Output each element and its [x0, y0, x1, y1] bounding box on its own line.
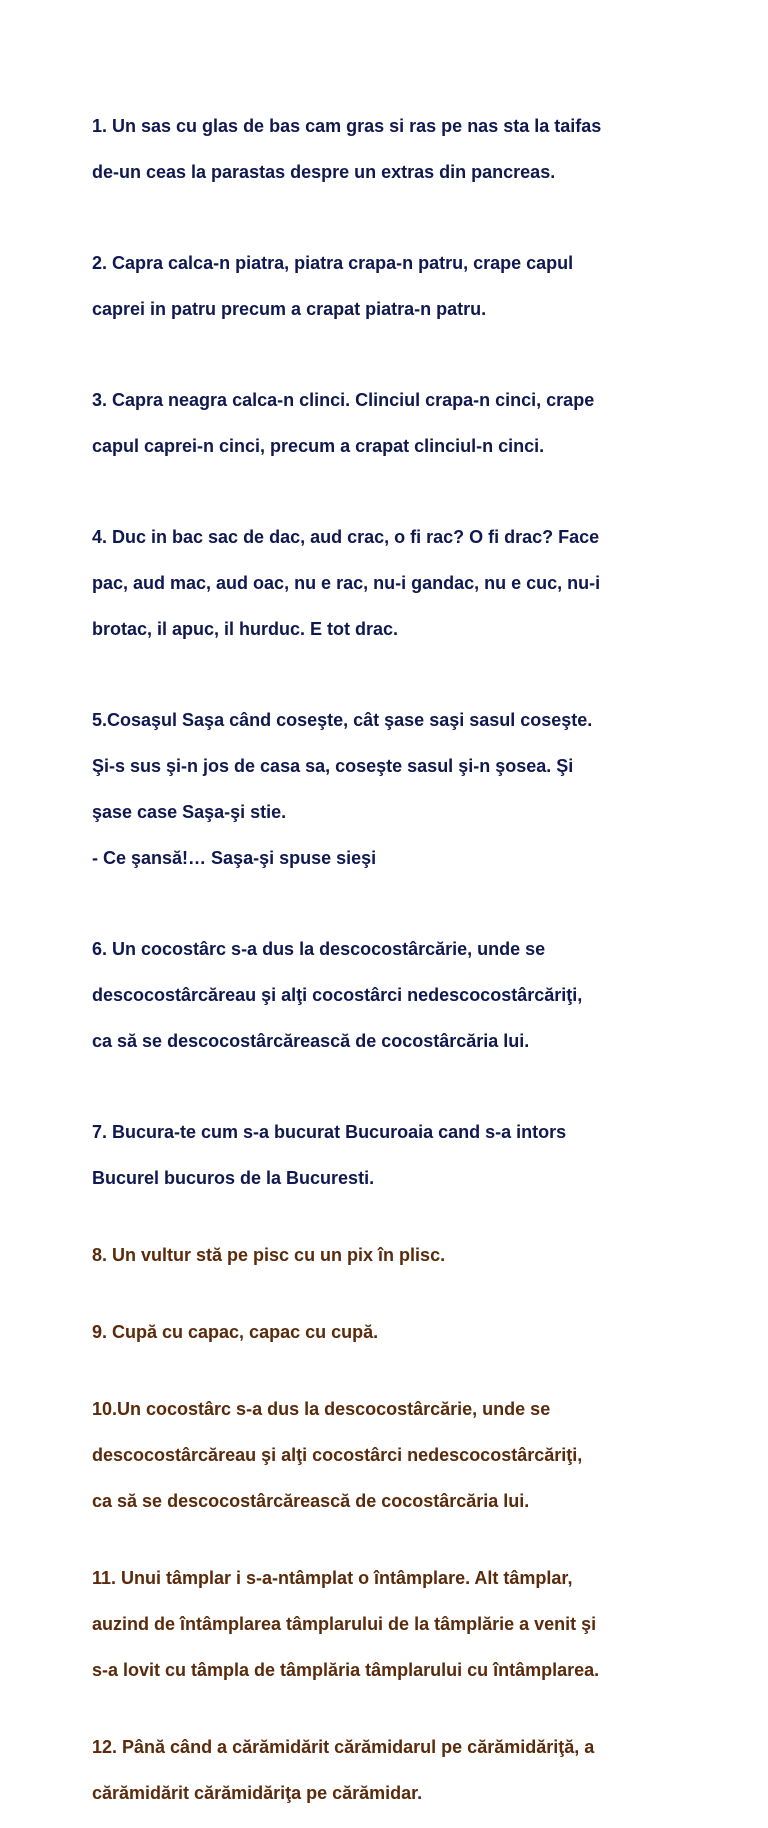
text-line: cărămidărit cărămidăriţa pe cărămidar.: [92, 1783, 423, 1803]
text-line: auzind de întâmplarea tâmplarului de la tâmplărie a venit şi: [92, 1614, 597, 1634]
tongue-twister-11: [92, 1544, 692, 1705]
tongue-twister-4: [92, 503, 692, 664]
text-line: pac, aud mac, aud oac, nu e rac, nu-i gandac, nu e cuc, nu-i: [92, 573, 601, 593]
text-line: Bucurel bucuros de la Bucuresti.: [92, 1168, 375, 1188]
tongue-twister-1: [92, 92, 692, 207]
text-line: 2. Capra calca-n piatra, piatra crapa-n patru, crape capul: [92, 253, 574, 273]
text-line: capul caprei-n cinci, precum a crapat clinciul-n cinci.: [92, 436, 545, 456]
text-line: 7. Bucura-te cum s-a bucurat Bucuroaia cand s-a intors: [92, 1122, 567, 1142]
document-page: [92, 92, 692, 1828]
text-line: 4. Duc in bac sac de dac, aud crac, o fi rac? O fi drac? Face: [92, 527, 600, 547]
text-line: s-a lovit cu tâmpla de tâmplăria tâmplarului cu întâmplarea.: [92, 1660, 600, 1680]
text-line: 6. Un cocostârc s-a dus la descocostârcărie, unde se: [92, 939, 546, 959]
tongue-twister-7: [92, 1098, 692, 1213]
text-line: ca să se descocostârcărească de cocostârcăria lui.: [92, 1491, 530, 1511]
text-line: descocostârcăreau şi alţi cocostârci nedescocostârcăriţi,: [92, 985, 583, 1005]
text-line: 10.Un cocostârc s-a dus la descocostârcărie, unde se: [92, 1399, 551, 1419]
text-line: 5.Cosaşul Saşa când coseşte, cât şase saşi sasul coseşte.: [92, 710, 593, 730]
text-line: ca să se descocostârcărească de cocostârcăria lui.: [92, 1031, 530, 1051]
tongue-twister-5: [92, 686, 692, 893]
text-line: 12. Până când a cărămidărit cărămidarul pe cărămidăriţă, a: [92, 1737, 595, 1757]
tongue-twister-12: [92, 1713, 692, 1828]
text-line: brotac, il apuc, il hurduc. E tot drac.: [92, 619, 399, 639]
tongue-twister-9: [92, 1298, 692, 1367]
text-line: caprei in patru precum a crapat piatra-n patru.: [92, 299, 487, 319]
tongue-twister-3: [92, 366, 692, 481]
text-line: Şi-s sus şi-n jos de casa sa, coseşte sasul şi-n şosea. Şi: [92, 756, 574, 776]
text-line: - Ce şansă!… Saşa-şi spuse sieşi: [92, 848, 377, 868]
text-line: 1. Un sas cu glas de bas cam gras si ras pe nas sta la taifas: [92, 116, 602, 136]
text-line: de-un ceas la parastas despre un extras din pancreas.: [92, 162, 556, 182]
text-line: 11. Unui tâmplar i s-a-ntâmplat o întâmplare. Alt tâmplar,: [92, 1568, 573, 1588]
tongue-twister-8: [92, 1221, 692, 1290]
tongue-twister-6: [92, 915, 692, 1076]
tongue-twister-2: [92, 229, 692, 344]
text-line: 3. Capra neagra calca-n clinci. Clinciul crapa-n cinci, crape: [92, 390, 595, 410]
text-line: 8. Un vultur stă pe pisc cu un pix în plisc.: [92, 1245, 446, 1265]
text-line: descocostârcăreau şi alţi cocostârci nedescocostârcăriţi,: [92, 1445, 583, 1465]
text-line: 9. Cupă cu capac, capac cu cupă.: [92, 1322, 379, 1342]
tongue-twister-10: [92, 1375, 692, 1536]
text-line: şase case Saşa-şi stie.: [92, 802, 287, 822]
